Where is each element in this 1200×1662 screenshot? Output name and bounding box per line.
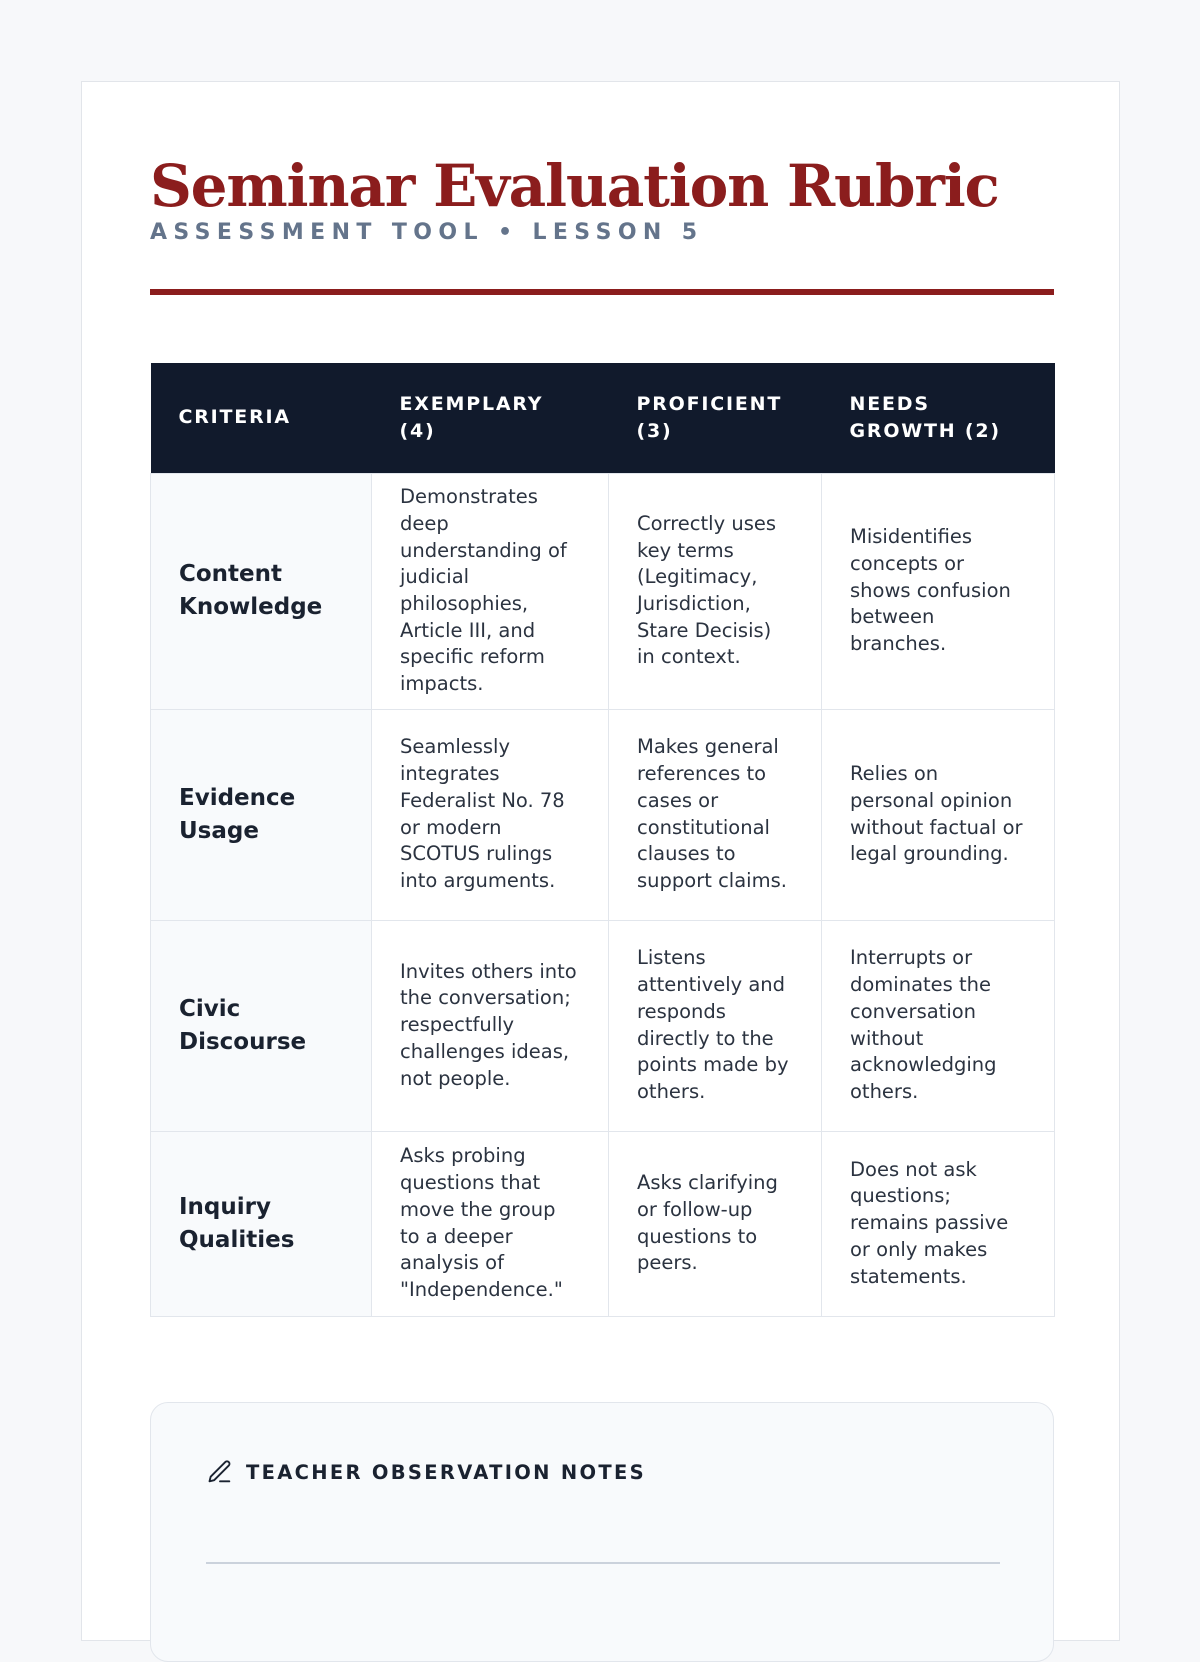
proficient-cell: Correctly uses key terms (Legitimacy, Jurisdiction, Stare Decisis) in context. — [609, 473, 822, 709]
rubric-page — [81, 81, 1120, 1641]
pencil-icon — [206, 1458, 234, 1486]
column-header-criteria: CRITERIA — [151, 363, 372, 473]
column-header-proficient: PROFICIENT (3) — [609, 363, 822, 473]
needs-growth-cell: Misidentifies concepts or shows confusion between branches. — [822, 473, 1055, 709]
column-header-needs-growth: NEEDS GROWTH (2) — [822, 363, 1055, 473]
proficient-cell: Makes general references to cases or constitutional clauses to support claims. — [609, 709, 822, 920]
observation-notes-title: TEACHER OBSERVATION NOTES — [246, 1460, 646, 1484]
proficient-cell: Asks clarifying or follow-up questions to peers. — [609, 1131, 822, 1316]
page-subtitle: ASSESSMENT TOOL • LESSON 5 — [150, 220, 704, 245]
notes-writing-line[interactable] — [206, 1562, 1000, 1564]
page-title: Seminar Evaluation Rubric — [150, 152, 999, 220]
criteria-cell: Content Knowledge — [151, 473, 372, 709]
proficient-cell: Listens attentively and responds directly to the points made by others. — [609, 920, 822, 1131]
table-row — [151, 920, 1055, 1131]
criteria-cell: Inquiry Qualities — [151, 1131, 372, 1316]
rubric-table — [150, 363, 1055, 1317]
criteria-cell: Civic Discourse — [151, 920, 372, 1131]
title-divider — [150, 289, 1054, 295]
table-row — [151, 709, 1055, 920]
needs-growth-cell: Interrupts or dominates the conversation without acknowledging others. — [822, 920, 1055, 1131]
exemplary-cell: Asks probing questions that move the group to a deeper analysis of "Independence." — [372, 1131, 609, 1316]
exemplary-cell: Demonstrates deep understanding of judicial philosophies, Article III, and specific reform impacts. — [372, 473, 609, 709]
criteria-cell: Evidence Usage — [151, 709, 372, 920]
observation-notes-header — [206, 1458, 646, 1486]
rubric-header-row — [151, 363, 1055, 473]
needs-growth-cell: Relies on personal opinion without factual or legal grounding. — [822, 709, 1055, 920]
needs-growth-cell: Does not ask questions; remains passive or only makes statements. — [822, 1131, 1055, 1316]
column-header-exemplary: EXEMPLARY (4) — [372, 363, 609, 473]
table-row — [151, 473, 1055, 709]
exemplary-cell: Seamlessly integrates Federalist No. 78 or modern SCOTUS rulings into arguments. — [372, 709, 609, 920]
observation-notes-panel — [150, 1402, 1054, 1662]
exemplary-cell: Invites others into the conversation; respectfully challenges ideas, not people. — [372, 920, 609, 1131]
table-row — [151, 1131, 1055, 1316]
